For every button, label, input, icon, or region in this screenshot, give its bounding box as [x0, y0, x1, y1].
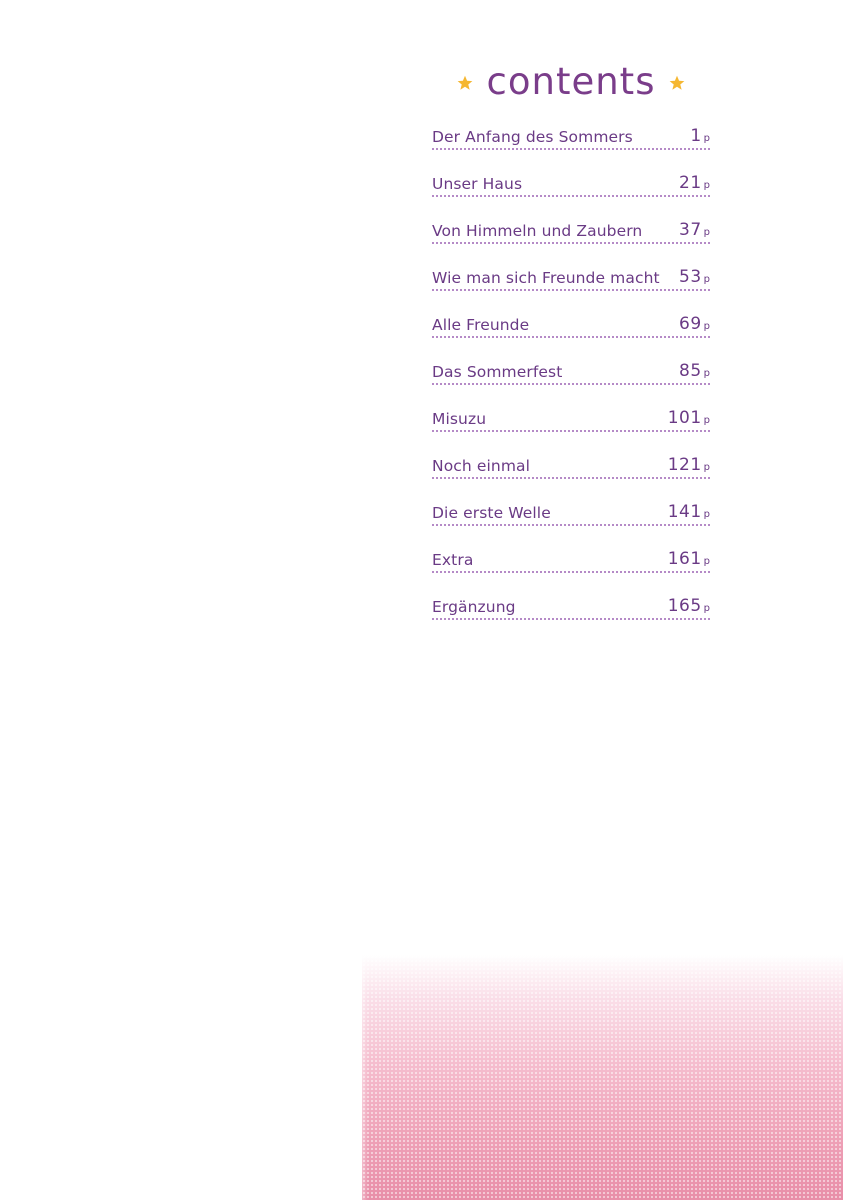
toc-entry-title: Alle Freunde [432, 316, 530, 334]
toc-entry-title: Die erste Welle [432, 504, 551, 522]
toc-entry-title: Von Himmeln und Zaubern [432, 222, 643, 240]
dotted-leader [432, 430, 710, 432]
dotted-leader [432, 242, 710, 244]
dotted-leader [432, 148, 710, 150]
toc-entry-page [668, 408, 710, 428]
toc-page-number: 121 [667, 455, 702, 475]
toc-entry-page [679, 220, 710, 240]
toc-list [432, 118, 710, 635]
toc-page-suffix: p [703, 368, 710, 379]
toc-entry[interactable] [432, 447, 710, 494]
toc-page-number: 69 [679, 314, 702, 334]
toc-entry-page [668, 549, 710, 569]
toc-entry-page [668, 596, 710, 616]
toc-page-number: 141 [667, 502, 702, 522]
star-icon [457, 75, 473, 91]
toc-entry-page [668, 502, 710, 522]
toc-page-number: 161 [667, 549, 702, 569]
toc-entry[interactable] [432, 353, 710, 400]
toc-page-suffix: p [703, 227, 710, 238]
star-icon [669, 75, 685, 91]
toc-page-number: 85 [679, 361, 702, 381]
toc-page-number: 165 [667, 596, 702, 616]
toc-entry-title: Misuzu [432, 410, 487, 428]
toc-entry-page [679, 173, 710, 193]
toc-entry[interactable] [432, 494, 710, 541]
toc-entry[interactable] [432, 212, 710, 259]
toc-entry-page [690, 126, 710, 146]
toc-entry[interactable] [432, 541, 710, 588]
dotted-leader [432, 477, 710, 479]
toc-entry[interactable] [432, 118, 710, 165]
toc-entry[interactable] [432, 259, 710, 306]
toc-title: contents [486, 59, 656, 103]
toc-entry-page [679, 314, 710, 334]
toc-page-suffix: p [703, 462, 710, 473]
toc-entry[interactable] [432, 306, 710, 353]
toc-entry-page [668, 455, 710, 475]
dotted-leader [432, 195, 710, 197]
dotted-leader [432, 618, 710, 620]
toc-entry[interactable] [432, 165, 710, 212]
toc-entry-title: Das Sommerfest [432, 363, 563, 381]
toc-page-number: 101 [667, 408, 702, 428]
pink-halftone-background [362, 955, 843, 1200]
toc-page-number: 53 [679, 267, 702, 287]
toc-page-suffix: p [703, 556, 710, 567]
toc-entry-title: Noch einmal [432, 457, 531, 475]
toc-page-suffix: p [703, 274, 710, 285]
toc-entry-title: Ergänzung [432, 598, 516, 616]
toc-entry-title: Der Anfang des Sommers [432, 128, 633, 146]
toc-entry-title: Wie man sich Freunde macht [432, 269, 660, 287]
dotted-leader [432, 524, 710, 526]
toc-entry-title: Extra [432, 551, 474, 569]
dotted-leader [432, 571, 710, 573]
toc-entry[interactable] [432, 588, 710, 635]
toc-entry-page [679, 361, 710, 381]
toc-page-number: 37 [679, 220, 702, 240]
toc-page-suffix: p [703, 321, 710, 332]
pink-edge-fade [362, 955, 368, 1200]
toc-entry[interactable] [432, 400, 710, 447]
dotted-leader [432, 383, 710, 385]
toc-page-suffix: p [703, 509, 710, 520]
toc-entry-page [679, 267, 710, 287]
toc-entry-title: Unser Haus [432, 175, 523, 193]
dotted-leader [432, 289, 710, 291]
toc-header [432, 58, 710, 108]
toc-page-suffix: p [703, 415, 710, 426]
dotted-leader [432, 336, 710, 338]
toc-page-number: 21 [679, 173, 702, 193]
toc-page-suffix: p [703, 180, 710, 191]
toc-page-number: 1 [690, 126, 702, 146]
toc-page-suffix: p [703, 603, 710, 614]
toc-page-suffix: p [703, 133, 710, 144]
